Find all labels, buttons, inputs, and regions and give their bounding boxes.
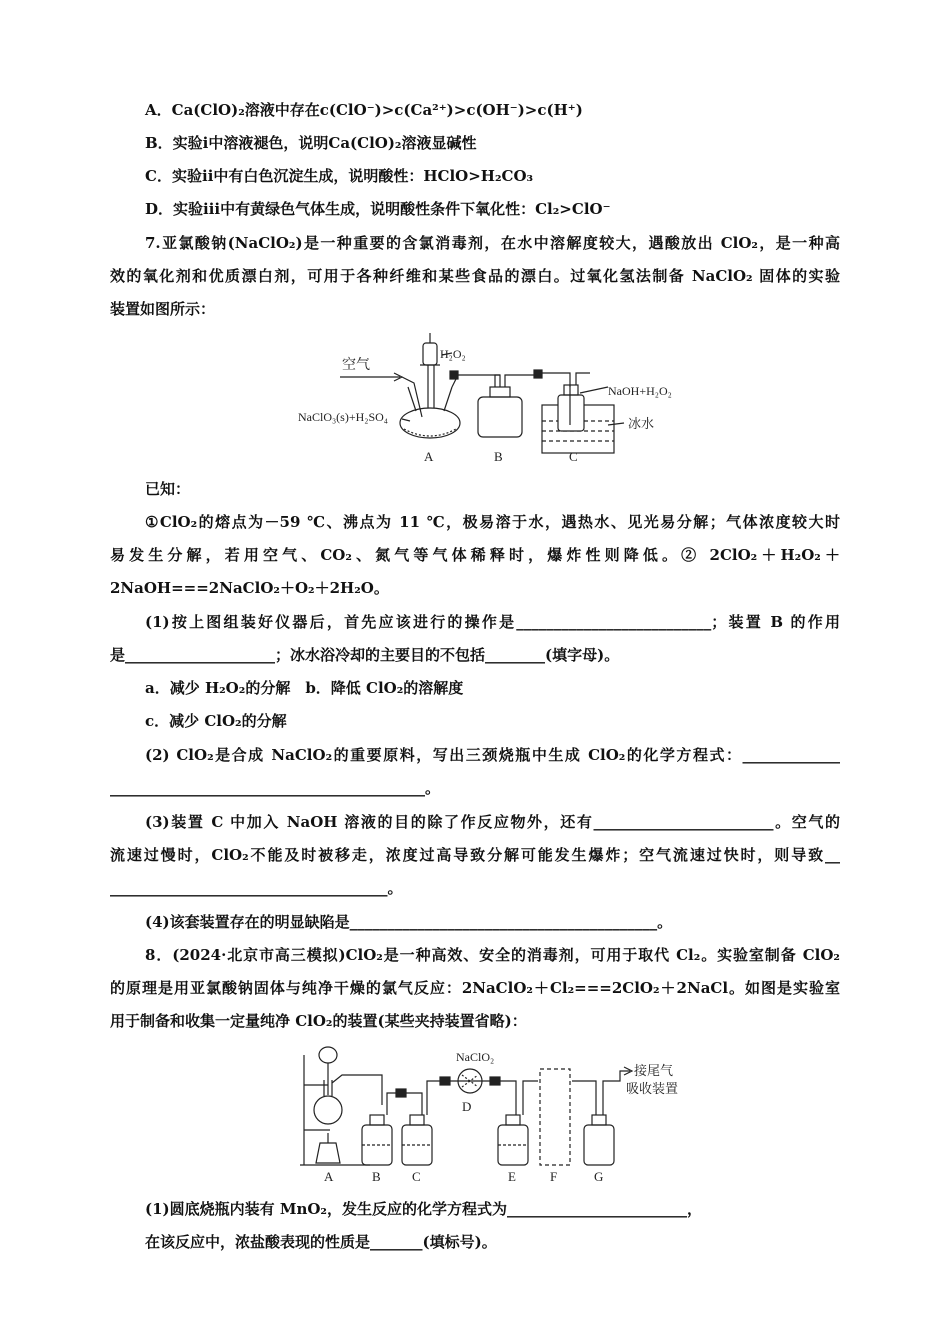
q7-stem-line3: 装置如图所示： bbox=[110, 300, 216, 318]
q8-stem-line1: 8．(2024·北京市高三模拟)ClO₂是一种高效、安全的消毒剂，可用于取代 Cl₂。实验室制备 ClO₂ bbox=[145, 946, 840, 964]
q7-part1-option-c: c．减少 ClO₂的分解 bbox=[145, 712, 287, 730]
flask-a bbox=[400, 408, 460, 438]
label-a: A bbox=[324, 1169, 334, 1184]
reagent-a-label: NaClO₃(s)+H₂SO₄ bbox=[298, 410, 388, 424]
label-c: C bbox=[569, 449, 578, 464]
q8-apparatus-figure bbox=[290, 1035, 710, 1190]
q8-part1-line1: (1)圆底烧瓶内装有 MnO₂，发生反应的化学方程式为________________________， bbox=[145, 1200, 703, 1218]
h2o2-label: H₂O₂ bbox=[440, 347, 466, 361]
q7-part2-line2: __________________________________________。 bbox=[110, 779, 441, 797]
known-line2: 易发生分解，若用空气、CO₂、氮气等气体稀释时，爆炸性则降低。② 2ClO₂＋H₂O₂＋ bbox=[110, 546, 840, 564]
bottle-b bbox=[478, 397, 522, 437]
q7-apparatus-figure bbox=[290, 325, 710, 470]
option-b: B．实验ⅰ中溶液褪色，说明Ca(ClO)₂溶液显碱性 bbox=[145, 134, 477, 152]
q7-part2-line1: (2) ClO₂是合成 NaClO₂的重要原料，写出三颈烧瓶中生成 ClO₂的化学方程式：_____________ bbox=[145, 746, 840, 764]
label-a: A bbox=[424, 449, 434, 464]
label-d: D bbox=[462, 1099, 472, 1114]
separatory-funnel bbox=[319, 1047, 337, 1063]
known-line3: 2NaOH===2NaClO₂＋O₂＋2H₂O。 bbox=[110, 579, 389, 597]
q8-stem-line3: 用于制备和收集一定量纯净 ClO₂的装置(某些夹持装置省略)： bbox=[110, 1012, 527, 1030]
alcohol-lamp bbox=[316, 1143, 340, 1163]
label-g: G bbox=[594, 1169, 604, 1184]
q8-stem-line2: 的原理是用亚氯酸钠固体与纯净干燥的氯气反应：2NaClO₂＋Cl₂===2ClO₂＋2NaCl。如图是实验室 bbox=[110, 979, 840, 997]
option-d: D．实验ⅲ中有黄绿色气体生成，说明酸性条件下氧化性：Cl₂>ClO⁻ bbox=[145, 200, 611, 218]
q7-part1-line2: 是____________________；冰水浴冷却的主要目的不包括________(填字母)。 bbox=[110, 646, 620, 664]
label-c: C bbox=[412, 1169, 421, 1184]
known-heading: 已知： bbox=[145, 480, 191, 498]
q7-part3-line3: _____________________________________。 bbox=[110, 879, 403, 897]
q7-part3-line1: (3)装置 C 中加入 NaOH 溶液的目的除了作反应物外，还有________________________。空气的 bbox=[145, 813, 840, 831]
reagent-c-label: NaOH+H₂O₂ bbox=[608, 384, 672, 398]
label-b: B bbox=[372, 1169, 381, 1184]
q7-stem-line2: 效的氧化剂和优质漂白剂，可用于各种纤维和某些食品的漂白。过氧化氢法制备 NaClO₂ 固体的实验 bbox=[110, 267, 840, 285]
flask-a bbox=[314, 1096, 342, 1124]
dropping-funnel bbox=[423, 343, 437, 365]
option-c: C．实验ⅱ中有白色沉淀生成，说明酸性：HClO>H₂CO₃ bbox=[145, 167, 534, 185]
label-e: E bbox=[508, 1169, 516, 1184]
tail-gas-label-line1: 接尾气 bbox=[634, 1063, 674, 1078]
label-b: B bbox=[494, 449, 503, 464]
option-a: A．Ca(ClO)₂溶液中存在c(ClO⁻)>c(Ca²⁺)>c(OH⁻)>c(H⁺) bbox=[145, 101, 583, 119]
label-f: F bbox=[550, 1169, 558, 1184]
q7-part1-line1: (1)按上图组装好仪器后，首先应该进行的操作是__________________________；装置 B 的作用 bbox=[145, 613, 840, 631]
q7-part1-option-ab: a．减少 H₂O₂的分解 b．降低 ClO₂的溶解度 bbox=[145, 679, 464, 697]
tube-c bbox=[558, 395, 584, 431]
box-f bbox=[540, 1069, 570, 1165]
bottle-g bbox=[584, 1125, 614, 1165]
q7-stem-line1: 7.亚氯酸钠(NaClO₂)是一种重要的含氯消毒剂，在水中溶解度较大，遇酸放出 ClO₂，是一种高 bbox=[145, 234, 840, 252]
q8-part1-line2: 在该反应中，浓盐酸表现的性质是_______(填标号)。 bbox=[145, 1233, 497, 1251]
tail-gas-label-line2: 吸收装置 bbox=[626, 1081, 679, 1096]
ice-water-label: 冰水 bbox=[628, 416, 655, 431]
known-line1: ①ClO₂的熔点为－59 ℃、沸点为 11 ℃，极易溶于水，遇热水、见光易分解；气体浓度较大时 bbox=[145, 513, 840, 531]
q7-part3-line2: 流速过慢时，ClO₂不能及时被移走，浓度过高导致分解可能发生爆炸；空气流速过快时，则导致__ bbox=[110, 846, 840, 864]
q7-part4: (4)该套装置存在的明显缺陷是_________________________________________。 bbox=[145, 913, 673, 931]
naclo2-label: NaClO₂ bbox=[456, 1050, 495, 1064]
air-label: 空气 bbox=[342, 358, 370, 373]
